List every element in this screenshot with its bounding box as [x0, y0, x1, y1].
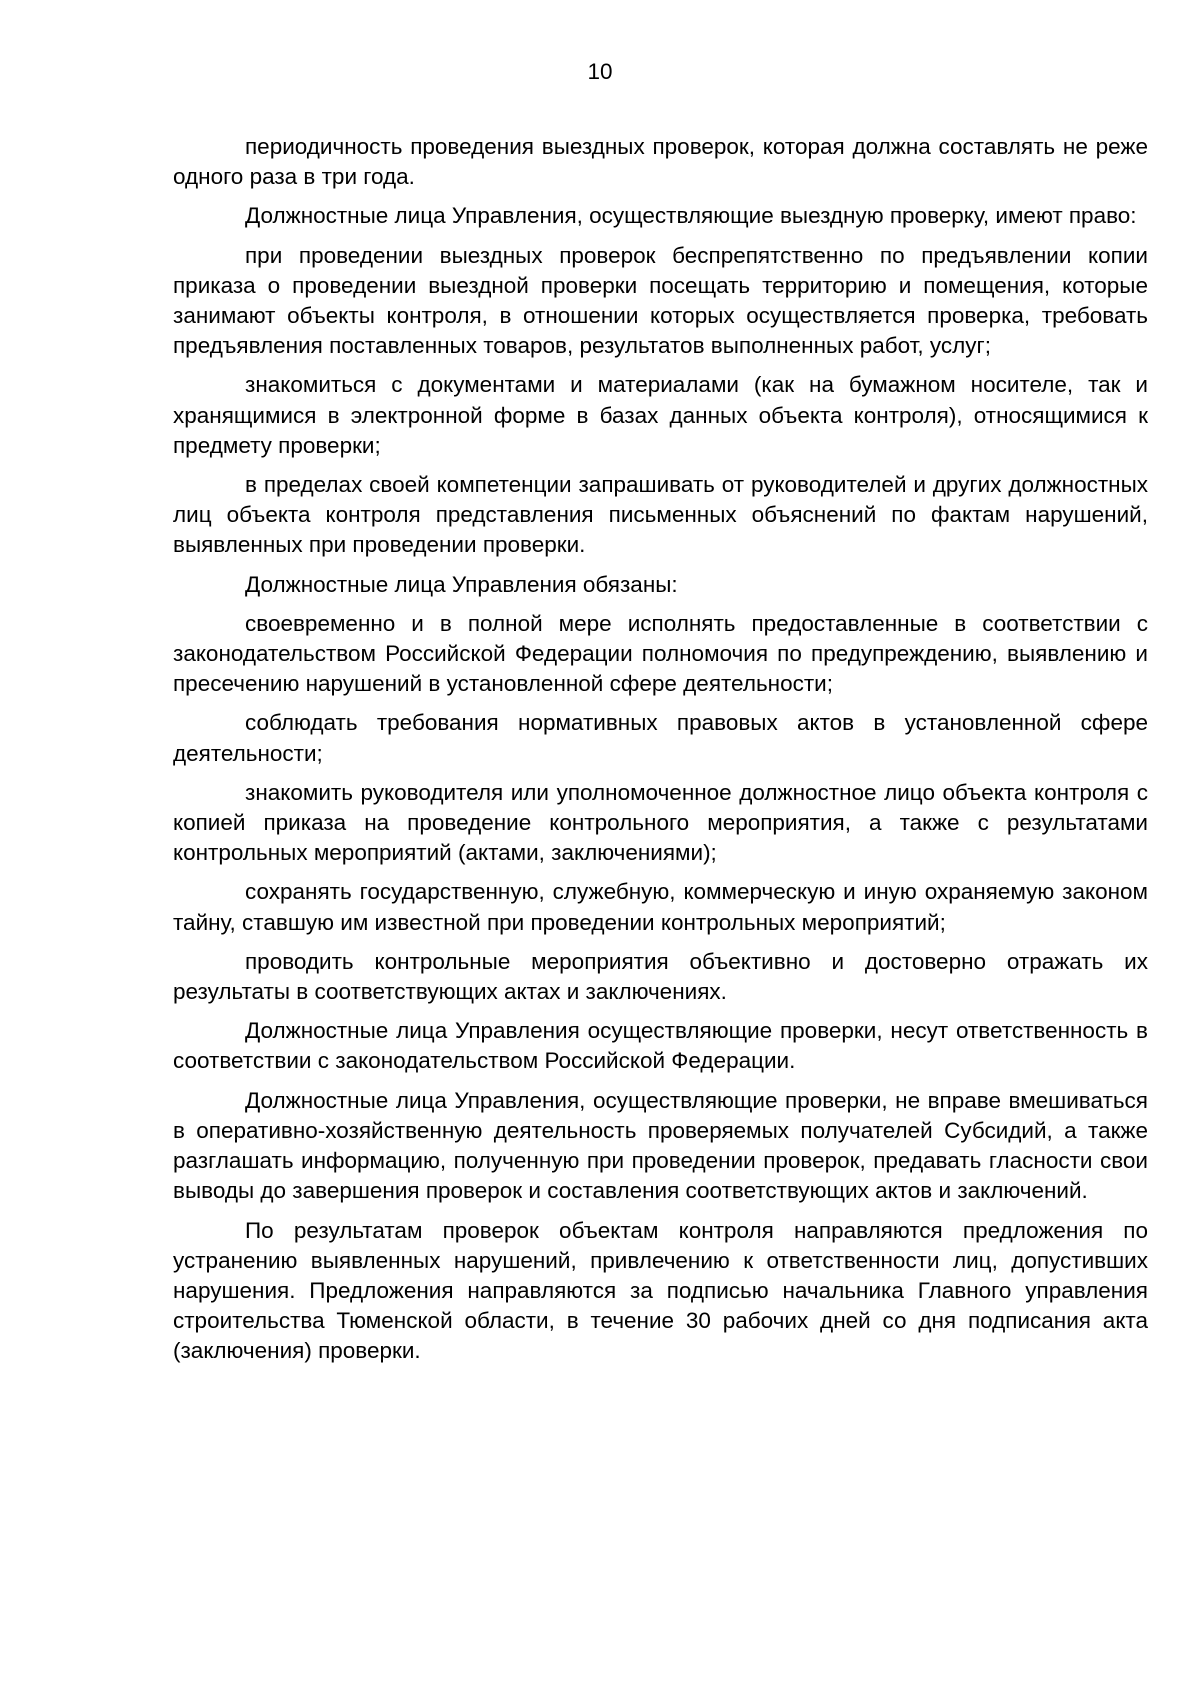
paragraph: Должностные лица Управления осуществляющие проверки, несут ответственность в соответствии с законодательством Российской Федерации.	[173, 1018, 1148, 1074]
paragraph: знакомиться с документами и материалами (как на бумажном носителе, так и хранящимися в электронной форме в базах данных объекта контроля), относящимися к предмету проверки;	[173, 372, 1148, 458]
paragraph: Должностные лица Управления, осуществляющие выездную проверку, имеют право:	[245, 203, 1137, 229]
document-body	[173, 132, 1148, 1376]
page-number: 10	[587, 59, 613, 84]
paragraph: По результатам проверок объектам контроля направляются предложения по устранению выявленных нарушений, привлечению к ответственности лиц, допустивших нарушения. Предложения направляются за подписью начальника Главного управления строительства Тюменской области, в течение 30 рабочих дней со дня подписания акта (заключения) проверки.	[173, 1217, 1148, 1364]
paragraph: сохранять государственную, служебную, коммерческую и иную охраняемую законом тайну, ставшую им известной при проведении контрольных мероприятий;	[173, 879, 1148, 935]
paragraph: при проведении выездных проверок беспрепятственно по предъявлении копии приказа о проведении выездной проверки посещать территорию и помещения, которые занимают объекты контроля, в отношении которых осуществляется проверка, требовать предъявления поставленных товаров, результатов выполненных работ, услуг;	[173, 242, 1148, 359]
paragraph: Должностные лица Управления обязаны:	[245, 571, 678, 597]
paragraph: своевременно и в полной мере исполнять предоставленные в соответствии с законодательством Российской Федерации полномочия по предупреждению, выявлению и пресечению нарушений в установленной сфере деятельности;	[173, 610, 1148, 697]
paragraph: проводить контрольные мероприятия объективно и достоверно отражать их результаты в соответствующих актах и заключениях.	[173, 948, 1148, 1005]
paragraph: соблюдать требования нормативных правовых актов в установленной сфере деятельности;	[173, 710, 1148, 766]
paragraph: Должностные лица Управления, осуществляющие проверки, не вправе вмешиваться в оперативно-хозяйственную деятельность проверяемых получателей Субсидий, а также разглашать информацию, полученную при проведении проверок, предавать гласности свои выводы до завершения проверок и составления соответствующих актов и заключений.	[173, 1087, 1148, 1204]
paragraph: знакомить руководителя или уполномоченное должностное лицо объекта контроля с копией приказа на проведение контрольного мероприятия, а также с результатами контрольных мероприятий (актами, заключениями);	[173, 779, 1148, 866]
paragraph: в пределах своей компетенции запрашивать от руководителей и других должностных лиц объекта контроля представления письменных объяснений по фактам нарушений, выявленных при проведении проверки.	[173, 472, 1148, 558]
paragraph: периодичность проведения выездных проверок, которая должна составлять не реже одного раза в три года.	[173, 134, 1148, 190]
